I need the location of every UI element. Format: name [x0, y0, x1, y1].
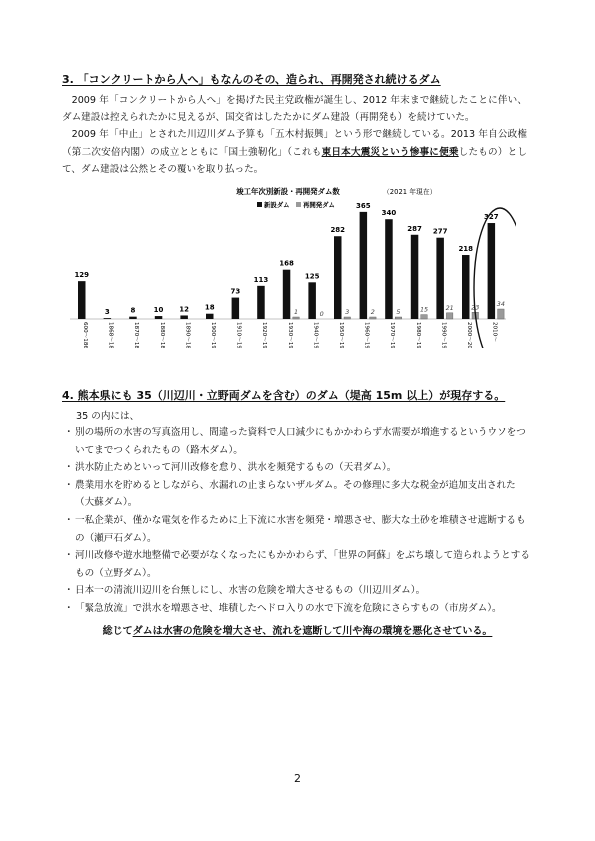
data-label-redevelop: 34 [496, 300, 505, 309]
list-item: ・ 日本一の清流川辺川を台無しにし、水害の危険を増大させるもの（川辺川ダム）。 [64, 582, 534, 600]
list-item: ・ 洪水防止ためといって河川改修を怠り、洪水を頻発するもの（天君ダム）。 [64, 459, 534, 477]
data-label-new: 365 [356, 201, 371, 210]
data-label-new: 340 [381, 209, 397, 218]
list-item: ・ 河川改修や遊水地整備で必要がなくなったにもかかわらず、「世界の阿蘇」をぶち壊して造られようとするもの（立野ダム）。 [64, 547, 534, 582]
x-tick-labels [82, 322, 498, 348]
data-label-new: 8 [130, 306, 136, 315]
data-label-new: 113 [253, 275, 269, 284]
x-tick-label: 1940～1949 [312, 322, 319, 348]
bar-redevelop-dam [293, 317, 300, 319]
data-label-redevelop: 1 [294, 308, 299, 316]
bar-new-dam [308, 282, 316, 319]
legend-label-new: 新設ダム [264, 201, 290, 209]
dam-bullet-list [64, 424, 534, 618]
x-tick-label: 2000～2009 [466, 322, 472, 348]
x-tick-label: 1880～1889 [158, 322, 165, 348]
data-label-new: 277 [432, 227, 448, 236]
x-tick-label: 1990～1999 [440, 322, 447, 348]
list-item: ・ 一私企業が、僅かな電気を作るために上下流に水害を頻発・増悪させ、膨大な土砂を堆積させ遮断するもの（瀬戸石ダム）。 [64, 512, 534, 547]
data-label-new: 125 [304, 272, 320, 281]
data-label-new: 12 [179, 305, 190, 314]
data-label-new: 129 [74, 271, 90, 280]
data-label-new: 10 [153, 306, 164, 315]
bar-new-dam [411, 235, 419, 319]
bar-new-dam [360, 212, 368, 319]
bar-redevelop-dam [446, 313, 453, 319]
summary-emphasis: ダムは水害の危険を増大させ、流れを遮断して川や海の環境を悪化させている。 [132, 626, 493, 637]
data-label-new: 73 [230, 287, 241, 296]
x-tick-label: 1950～1959 [338, 322, 344, 348]
x-tick-label: 1900～1909 [210, 322, 216, 348]
dam-count-chart [60, 180, 516, 348]
list-item: ・ 農業用水を貯めるとしながら、水漏れの止まらないザルダム。その修理に多大な税金が追加支出された（大蘇ダム）。 [64, 477, 534, 512]
x-tick-label: 1960～1969 [363, 322, 370, 348]
list-item: ・ 「緊急放流」で洪水を増悪させ、堆積したヘドロ入りの水で下流を危険にさらすもの（市房ダム）。 [64, 600, 534, 618]
bar-new-dam [155, 316, 163, 319]
legend-swatch-new [257, 202, 262, 207]
data-label-new: 282 [330, 226, 346, 235]
data-label-redevelop: 3 [345, 308, 350, 316]
bar-new-dam [257, 286, 265, 319]
bar-new-dam [385, 219, 393, 319]
data-label-new: 218 [458, 245, 474, 254]
data-label-redevelop: 23 [471, 303, 480, 312]
section-3-body [62, 92, 527, 178]
x-tick-label: 600～1867 [82, 322, 88, 348]
data-label-redevelop: 2 [370, 308, 375, 316]
page-number: 2 [294, 772, 301, 785]
data-label-redevelop: 5 [396, 308, 401, 316]
x-tick-label: 2010～ [491, 322, 498, 342]
data-label-new: 327 [484, 213, 499, 222]
section-4-heading: 4. 熊本県にも 35（川辺川・立野両ダムを含む）のダム（堤高 15m 以上）が現存する。 [62, 389, 506, 402]
bar-new-dam [436, 238, 444, 319]
bars-group [74, 202, 504, 319]
paragraph-2: 2009 年「中止」とされた川辺川ダム予算も「五木村振興」という形で継続している。2013 年自公政権（第二次安倍内閣）の成立とともに「国土強靭化」（これも東日本大震災という惨事に便乗したもの）として、ダム建設は公然とその覆いを取り払った。 [62, 129, 528, 175]
chart-title: 竣工年次別新設・再開発ダム数 [236, 187, 340, 196]
data-label-new: 168 [279, 259, 294, 268]
bar-new-dam [206, 314, 214, 319]
data-label-new: 3 [104, 308, 110, 317]
x-tick-label: 1920～1929 [261, 322, 268, 348]
chart-svg [60, 180, 516, 348]
x-tick-label: 1980～1989 [414, 322, 421, 348]
bar-new-dam [180, 315, 188, 319]
bar-new-dam [129, 317, 137, 319]
data-label-redevelop: 21 [445, 303, 454, 312]
bar-redevelop-dam [498, 309, 505, 319]
data-label-new: 18 [204, 303, 215, 312]
summary-line: 総じてダムは水害の危険を増大させ、流れを遮断して川や海の環境を悪化させている。 [102, 626, 493, 637]
emphasis-text: 東日本大震災という惨事に便乗 [321, 146, 459, 158]
bar-redevelop-dam [421, 315, 428, 319]
bar-redevelop-dam [370, 317, 377, 319]
bar-redevelop-dam [395, 317, 402, 319]
bar-new-dam [462, 255, 470, 319]
chart-subtitle: （2021 年現在） [383, 188, 437, 196]
bar-new-dam [78, 281, 86, 319]
section-3-heading: 3. 「コンクリートから人へ」もなんのその、造られ、再開発され続けるダム [62, 73, 441, 86]
bar-new-dam [488, 223, 496, 319]
paragraph-1: 2009 年「コンクリートから人へ」を掲げた民主党政権が誕生し、2012 年末まで継続したことに伴い、ダム建設は控えられたかに見えるが、国交省はしたたかにダム建設（再開発も）を続けていた。 [62, 95, 527, 124]
chart-legend [257, 200, 335, 209]
bar-new-dam [232, 298, 240, 319]
data-label-redevelop: 0 [319, 310, 324, 318]
bar-new-dam [283, 270, 291, 319]
x-tick-label: 1970～1979 [389, 322, 396, 348]
section-4-intro: 35 の内には、 [76, 411, 140, 422]
list-item: ・ 別の場所の水害の写真盗用し、間違った資料で人口減少にもかかわらず水需要が増進するというウソをついてまでつくられたもの（路木ダム）。 [64, 424, 534, 459]
x-tick-label: 1930～1939 [286, 322, 293, 348]
x-tick-label: 1890～1899 [184, 322, 191, 348]
data-label-redevelop: 15 [419, 305, 429, 314]
bar-new-dam [334, 236, 342, 319]
legend-label-redev: 再開発ダム [303, 201, 335, 209]
bar-redevelop-dam [344, 317, 351, 319]
data-label-new: 287 [407, 224, 422, 233]
x-tick-label: 1870～1879 [133, 322, 140, 348]
x-tick-label: 1868～1870 [107, 322, 114, 348]
x-tick-label: 1910～1919 [235, 322, 242, 348]
bar-new-dam [104, 318, 112, 319]
legend-swatch-redev [296, 202, 301, 207]
